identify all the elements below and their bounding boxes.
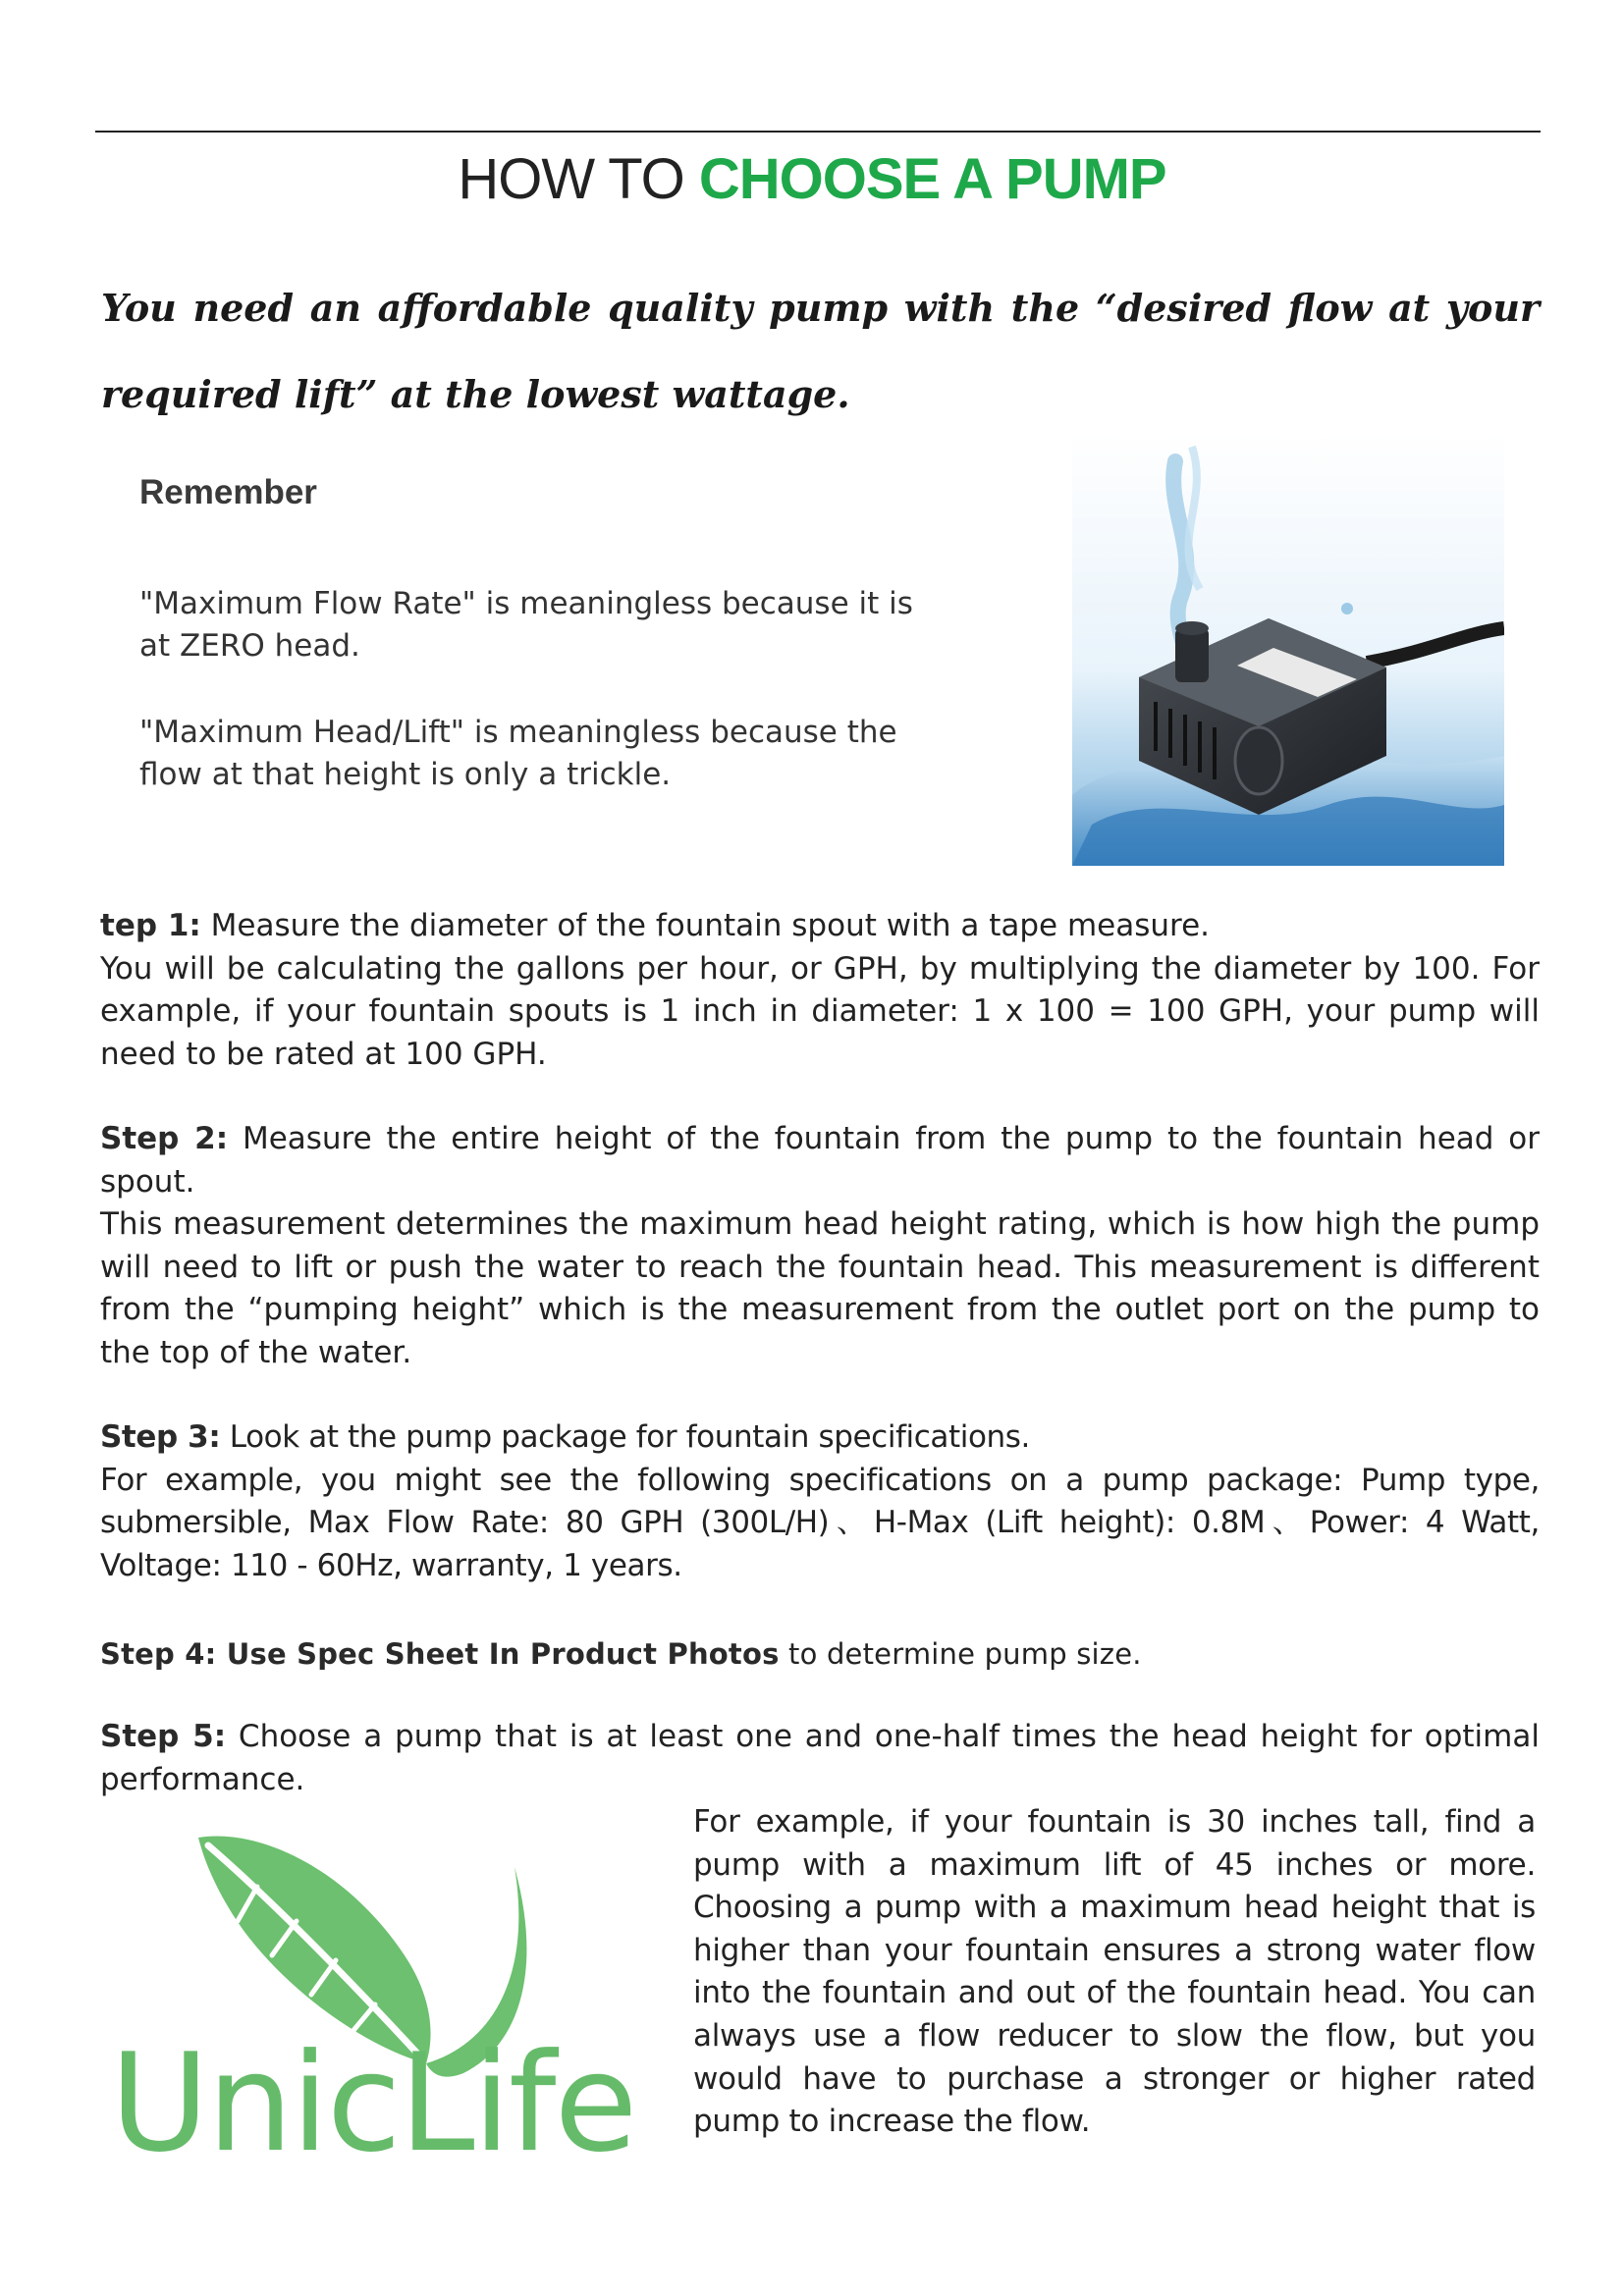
remember-note-head-lift: "Maximum Head/Lift" is meaningless because the flow at that height is only a trickle.	[139, 715, 897, 792]
step-5-text: Choose a pump that is at least one and one-half times the head height for optimal performance.	[100, 1719, 1540, 1797]
step-4-label: Step 4: Use Spec Sheet In Product Photos	[100, 1637, 780, 1671]
step-1-detail: You will be calculating the gallons per hour, or GPH, by multiplying the diameter by 100. For example, if your fountain spouts is 1 inch in diameter: 1 x 100 = 100 GPH, your pump will need to be rated at 100 GPH.	[100, 950, 1540, 1072]
step-4	[100, 1633, 1540, 1677]
step-2	[100, 1118, 1540, 1374]
step-3	[100, 1416, 1540, 1587]
remember-note-flow-rate: "Maximum Flow Rate" is meaningless because it is at ZERO head.	[139, 586, 913, 664]
page-title	[0, 145, 1624, 214]
step-3-label: Step 3:	[100, 1419, 221, 1455]
step-1-text: Measure the diameter of the fountain spout with a tape measure.	[200, 908, 1211, 943]
intro-statement: You need an affordable quality pump with the “desired flow at your required lift” at the lowest wattage.	[101, 286, 1540, 416]
title-part-how-to: HOW TO	[458, 147, 699, 211]
pump-photo	[1072, 432, 1504, 866]
remember-heading: Remember	[139, 473, 317, 511]
step-5-label: Step 5:	[100, 1719, 227, 1754]
step-3-detail: For example, you might see the following specifications on a pump package: Pump type, submersible, Max Flow Rate: 80 GPH (300L/H)、H-Max (Lift height): 0.8M、Power: 4 Watt, Voltage: 110 - 60Hz, warranty, 1 years.	[100, 1462, 1540, 1583]
step-1	[100, 905, 1540, 1076]
step-3-text: Look at the pump package for fountain specifications.	[220, 1419, 1030, 1455]
step-2-detail: This measurement determines the maximum head height rating, which is how high the pump will need to lift or push the water to reach the fountain head. This measurement is different from the “pumping height” which is the measurement from the outlet port on the pump to the top of the water.	[100, 1206, 1540, 1370]
step-5-detail: For example, if your fountain is 30 inches tall, find a pump with a maximum lift of 45 inches or more. Choosing a pump with a maximum head height that is higher than your fountain ensures a strong water flow into the fountain and out of the fountain head. You can always use a flow reducer to slow the flow, but you would have to purchase a stronger or higher rated pump to increase the flow.	[693, 1804, 1536, 2140]
step-4-text: to determine pump size.	[779, 1637, 1142, 1671]
step-5	[100, 1716, 1540, 1801]
step-2-text: Measure the entire height of the fountain from the pump to the fountain head or spout.	[100, 1121, 1540, 1200]
step-1-label: tep 1:	[100, 908, 201, 943]
title-part-choose-a-pump: CHOOSE A PUMP	[698, 147, 1166, 211]
step-2-label: Step 2:	[100, 1121, 229, 1156]
top-rule	[95, 131, 1541, 133]
uniclife-logo-text: UnicLife	[110, 2024, 636, 2182]
